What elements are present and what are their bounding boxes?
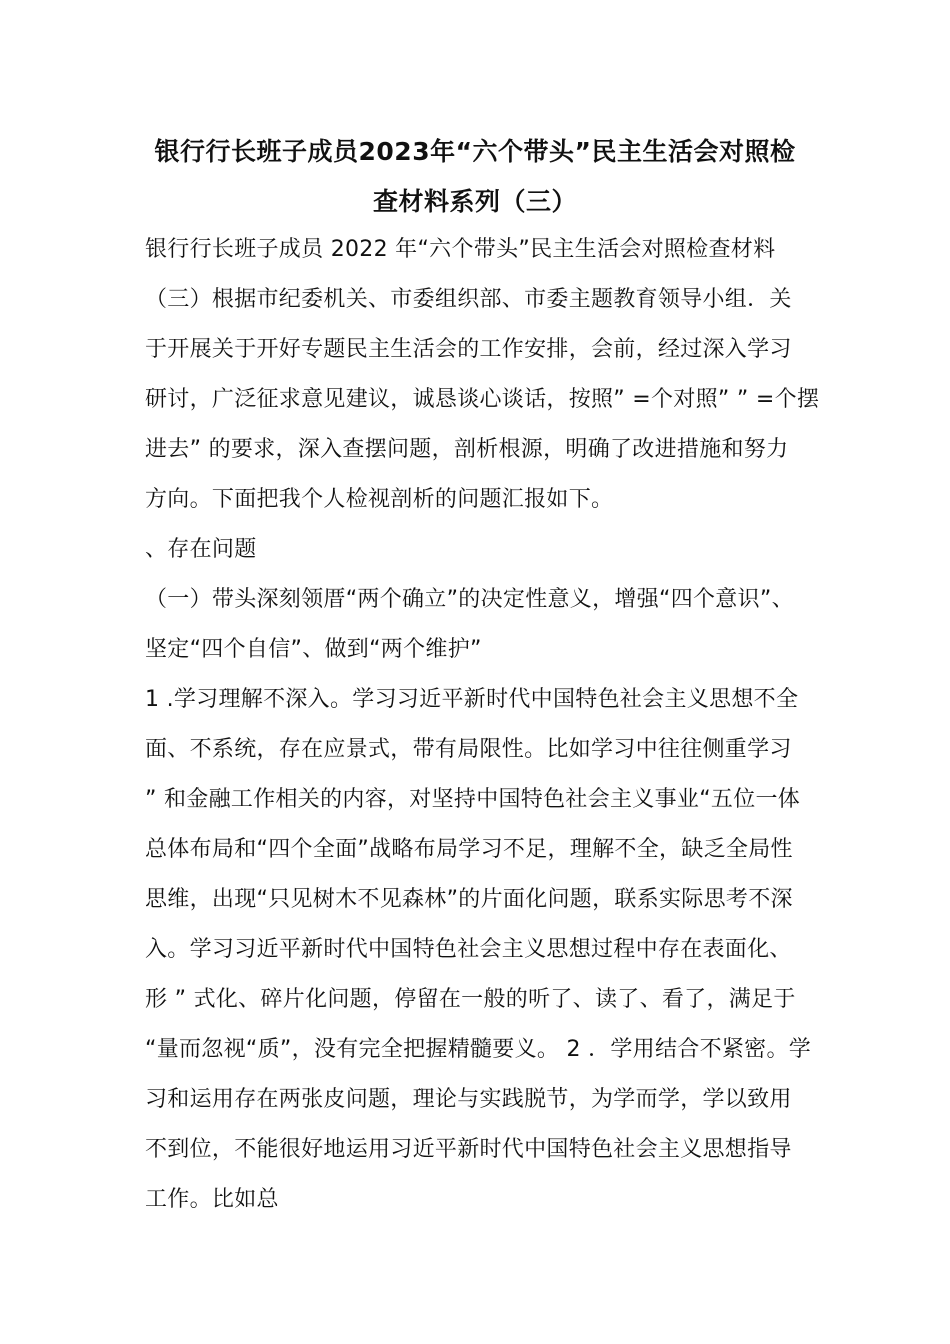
body-line: 总体布局和“四个全面”战略布局学习不足，理解不全，缺乏全局性 — [145, 837, 793, 862]
body-line: 思维，出现“只见树木不见森林”的片面化问题，联系实际思考不深 — [145, 887, 793, 912]
body-line: 工作。比如总 — [145, 1187, 279, 1212]
body-line: “量而忽视“质”，没有完全把握精髓要义。 2 ．学用结合不紧密。学 — [145, 1037, 812, 1062]
section-heading: 、存在问题 — [145, 537, 257, 562]
body-line: （三）根据市纪委机关、市委组织部、市委主题教育领导小组．关 — [145, 287, 792, 312]
body-line: 进去” 的要求，深入查摆问题，剖析根源，明确了改进措施和努力 — [145, 437, 789, 462]
document-title-line-1: 银行行长班子成员2023年“六个带头”民主生活会对照检 — [154, 137, 796, 166]
body-line: 习和运用存在两张皮问题，理论与实践脱节，为学而学，学以致用 — [145, 1087, 792, 1112]
body-line: 研讨，广泛征求意见建议，诚恳谈心谈话，按照” =个对照” ” =个摆 — [145, 387, 820, 412]
body-line: 面、不系统，存在应景式，带有局限性。比如学习中往往侧重学习 — [145, 737, 792, 762]
body-line: 银行行长班子成员 2022 年“六个带头”民主生活会对照检查材料 — [145, 237, 776, 262]
body-line: 1 .学习理解不深入。学习习近平新时代中国特色社会主义思想不全 — [145, 687, 799, 712]
body-line: ” 和金融工作相关的内容，对坚持中国特色社会主义事业“五位一体 — [145, 787, 801, 812]
body-line: 入。学习习近平新时代中国特色社会主义思想过程中存在表面化、 — [145, 937, 792, 962]
body-line: 不到位，不能很好地运用习近平新时代中国特色社会主义思想指导 — [145, 1137, 792, 1162]
body-line: 形 ” 式化、碎片化问题，停留在一般的听了、读了、看了，满足于 — [145, 987, 796, 1012]
document-title-line-2: 查材料系列（三） — [372, 187, 577, 216]
subsection-heading: 坚定“四个自信”、做到“两个维护” — [145, 637, 482, 662]
subsection-heading: （一）带头深刻领厝“两个确立”的决定性意义，增强“四个意识”、 — [145, 587, 794, 612]
body-line: 于开展关于开好专题民主生活会的工作安排，会前，经过深入学习 — [145, 337, 792, 362]
body-line: 方向。下面把我个人检视剖析的问题汇报如下。 — [145, 487, 614, 512]
